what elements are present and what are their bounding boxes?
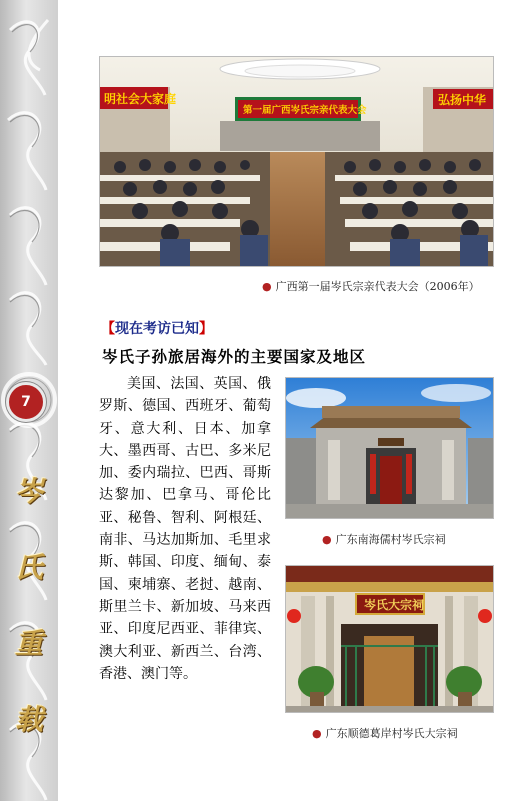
nanhai-hall-photo (285, 377, 494, 519)
nanhai-hall-caption: ● 广东南海儒村岑氏宗祠 (322, 533, 446, 546)
vertical-title-char: 载 (14, 703, 43, 736)
vertical-title-char: 氏 (14, 551, 43, 584)
conference-photo-caption: ● 广西第一届岑氏宗亲代表大会（2006年） (262, 280, 480, 293)
vertical-title-char: 岑 (14, 475, 43, 508)
section-headline: 岑氏子孙旅居海外的主要国家及地区 (102, 348, 367, 366)
bullet-icon: ● (312, 727, 322, 740)
banner-left: 明社会大家庭 (104, 92, 177, 106)
shunde-hall-photo (285, 565, 494, 713)
bullet-icon: ● (322, 533, 332, 546)
bullet-icon: ● (262, 280, 272, 293)
vertical-title (12, 470, 46, 738)
banner-right: 弘扬中华 (438, 93, 487, 107)
shunde-hall-caption: ● 广东顺德葛岸村岑氏大宗祠 (312, 727, 458, 740)
country-list-text: 美国、法国、英国、俄罗斯、德国、西班牙、葡萄牙、意大利、日本、加拿大、墨西哥、古巴、多米尼加、委内瑞拉、巴西、哥斯达黎加、巴拿马、哥伦比亚、秘鲁、智利、阿根廷、南非、马达加斯加、毛里求斯、韩国、印度、缅甸、泰国、柬埔寨、老挝、越南、斯里兰卡、新加坡、马来西亚、印度尼西亚、菲律宾、澳大利亚、新西兰、台湾、香港、澳门等。 (99, 376, 271, 682)
banner-main: 第一届广西岑氏宗亲代表大会 (243, 105, 367, 116)
vertical-title-char: 重 (14, 627, 43, 660)
hall-plaque: 岑氏大宗祠 (364, 598, 425, 612)
conference-photo (99, 56, 494, 267)
decorative-sidebar (0, 0, 58, 801)
section-tag: 【现在考访已知】 (101, 321, 213, 337)
page-number: 7 (6, 382, 46, 422)
